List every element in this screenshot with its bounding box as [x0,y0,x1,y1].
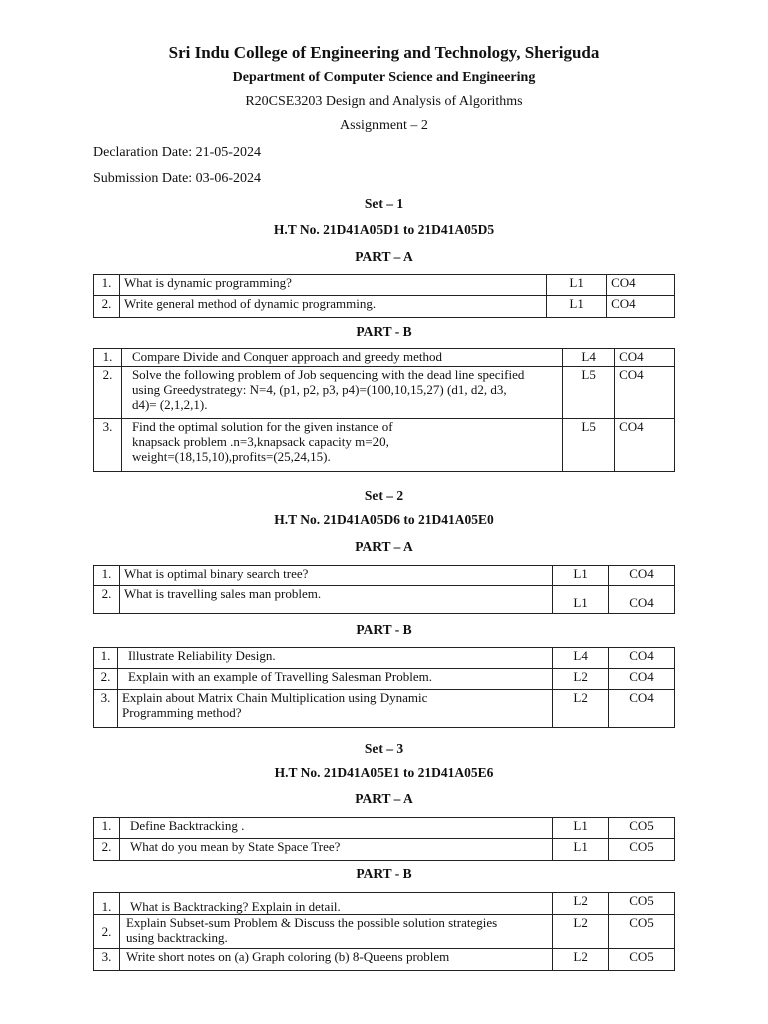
question-co: CO5 [609,818,675,839]
table-row [94,839,675,861]
part-a-title: PART – A [355,539,413,554]
question-text: Write short notes on (a) Graph coloring (b) 8-Queens problem [119,949,552,971]
table-row [94,648,675,669]
question-number: 1. [94,275,120,296]
table-row [94,275,675,296]
question-co: CO4 [609,586,675,614]
question-text: Define Backtracking . [119,818,552,839]
question-level: L1 [547,275,607,296]
question-text: Illustrate Reliability Design. [117,648,552,669]
question-text: What is Backtracking? Explain in detail. [119,893,552,915]
question-level: L4 [553,648,609,669]
part-b-table [93,647,675,728]
part-a-title: PART – A [355,249,413,264]
part-b-title: PART - B [356,866,412,881]
table-row [94,419,675,472]
question-text: Compare Divide and Conquer approach and greedy method [121,349,562,367]
question-level: L2 [553,690,609,728]
ht-range: H.T No. 21D41A05D1 to 21D41A05D5 [273,222,495,237]
question-co: CO4 [609,690,675,728]
question-level: L5 [563,419,615,472]
question-co: CO4 [615,367,675,419]
question-co: CO4 [615,349,675,367]
question-co: CO5 [609,915,675,949]
table-row [94,586,675,614]
part-a-title: PART – A [355,791,413,806]
question-co: CO4 [609,648,675,669]
question-text: Solve the following problem of Job sequencing with the dead line specified using Greedystrategy: N=4, (p1, p2, p3, p4)=(100,10,15,27) (d1, d2, d3, d4)= (2,1,2,1). [121,367,562,419]
question-level: L1 [553,566,609,586]
table-row [94,690,675,728]
question-number: 2. [94,669,118,690]
question-co: CO5 [609,949,675,971]
question-number: 2. [94,367,122,419]
question-level: L2 [553,669,609,690]
table-row [94,915,675,949]
question-level: L1 [553,586,609,614]
course-title: R20CSE3203 Design and Analysis of Algorithms [245,94,523,109]
question-text: Explain Subset-sum Problem & Discuss the possible solution strategies using backtracking. [119,915,552,949]
table-row [94,669,675,690]
question-number: 3. [94,949,120,971]
assignment-title: Assignment – 2 [340,118,428,133]
part-b-table [93,348,675,472]
question-co: CO5 [609,893,675,915]
question-co: CO4 [607,275,675,296]
part-b-table [93,892,675,971]
question-level: L5 [563,367,615,419]
question-level: L2 [553,949,609,971]
part-b-title: PART - B [356,622,412,637]
declaration-date: Declaration Date: 21-05-2024 [93,145,261,160]
ht-range: H.T No. 21D41A05D6 to 21D41A05E0 [274,512,494,527]
question-co: CO4 [609,566,675,586]
question-number: 1. [94,566,120,586]
question-level: L1 [547,296,607,318]
question-text: Explain about Matrix Chain Multiplication using Dynamic Programming method? [117,690,552,728]
question-number: 2. [94,296,120,318]
part-a-table [93,565,675,614]
question-text: Explain with an example of Travelling Salesman Problem. [117,669,552,690]
question-co: CO4 [607,296,675,318]
question-level: L4 [563,349,615,367]
question-number: 2. [94,586,120,614]
question-co: CO4 [615,419,675,472]
table-row [94,566,675,586]
table-row [94,893,675,915]
table-row [94,818,675,839]
submission-date: Submission Date: 03-06-2024 [93,171,261,186]
set-title: Set – 1 [364,196,404,211]
question-text: What is dynamic programming? [119,275,546,296]
ht-range: H.T No. 21D41A05E1 to 21D41A05E6 [274,765,494,780]
question-number: 2. [94,839,120,861]
question-text: What is optimal binary search tree? [119,566,552,586]
part-b-title: PART - B [356,324,412,339]
question-number: 1. [94,818,120,839]
question-number: 1. [94,893,120,915]
table-row [94,296,675,318]
table-row [94,349,675,367]
question-level: L1 [553,839,609,861]
question-level: L2 [553,893,609,915]
question-number: 1. [94,648,118,669]
question-number: 3. [94,690,118,728]
question-co: CO4 [609,669,675,690]
department-name: Department of Computer Science and Engineering [232,70,536,85]
question-level: L1 [553,818,609,839]
question-text: What do you mean by State Space Tree? [119,839,552,861]
question-co: CO5 [609,839,675,861]
question-number: 1. [94,349,122,367]
set-title: Set – 2 [364,488,404,503]
table-row [94,949,675,971]
part-a-table [93,817,675,861]
part-a-table [93,274,675,318]
question-number: 2. [94,915,120,949]
question-text: What is travelling sales man problem. [119,586,552,614]
table-row [94,367,675,419]
question-number: 3. [94,419,122,472]
question-level: L2 [553,915,609,949]
college-name: Sri Indu College of Engineering and Technology, Sheriguda [168,43,600,62]
set-title: Set – 3 [364,741,404,756]
question-text: Write general method of dynamic programming. [119,296,546,318]
question-text: Find the optimal solution for the given instance of knapsack problem .n=3,knapsack capacity m=20, weight=(18,15,10),profits=(25,24,15). [121,419,562,472]
